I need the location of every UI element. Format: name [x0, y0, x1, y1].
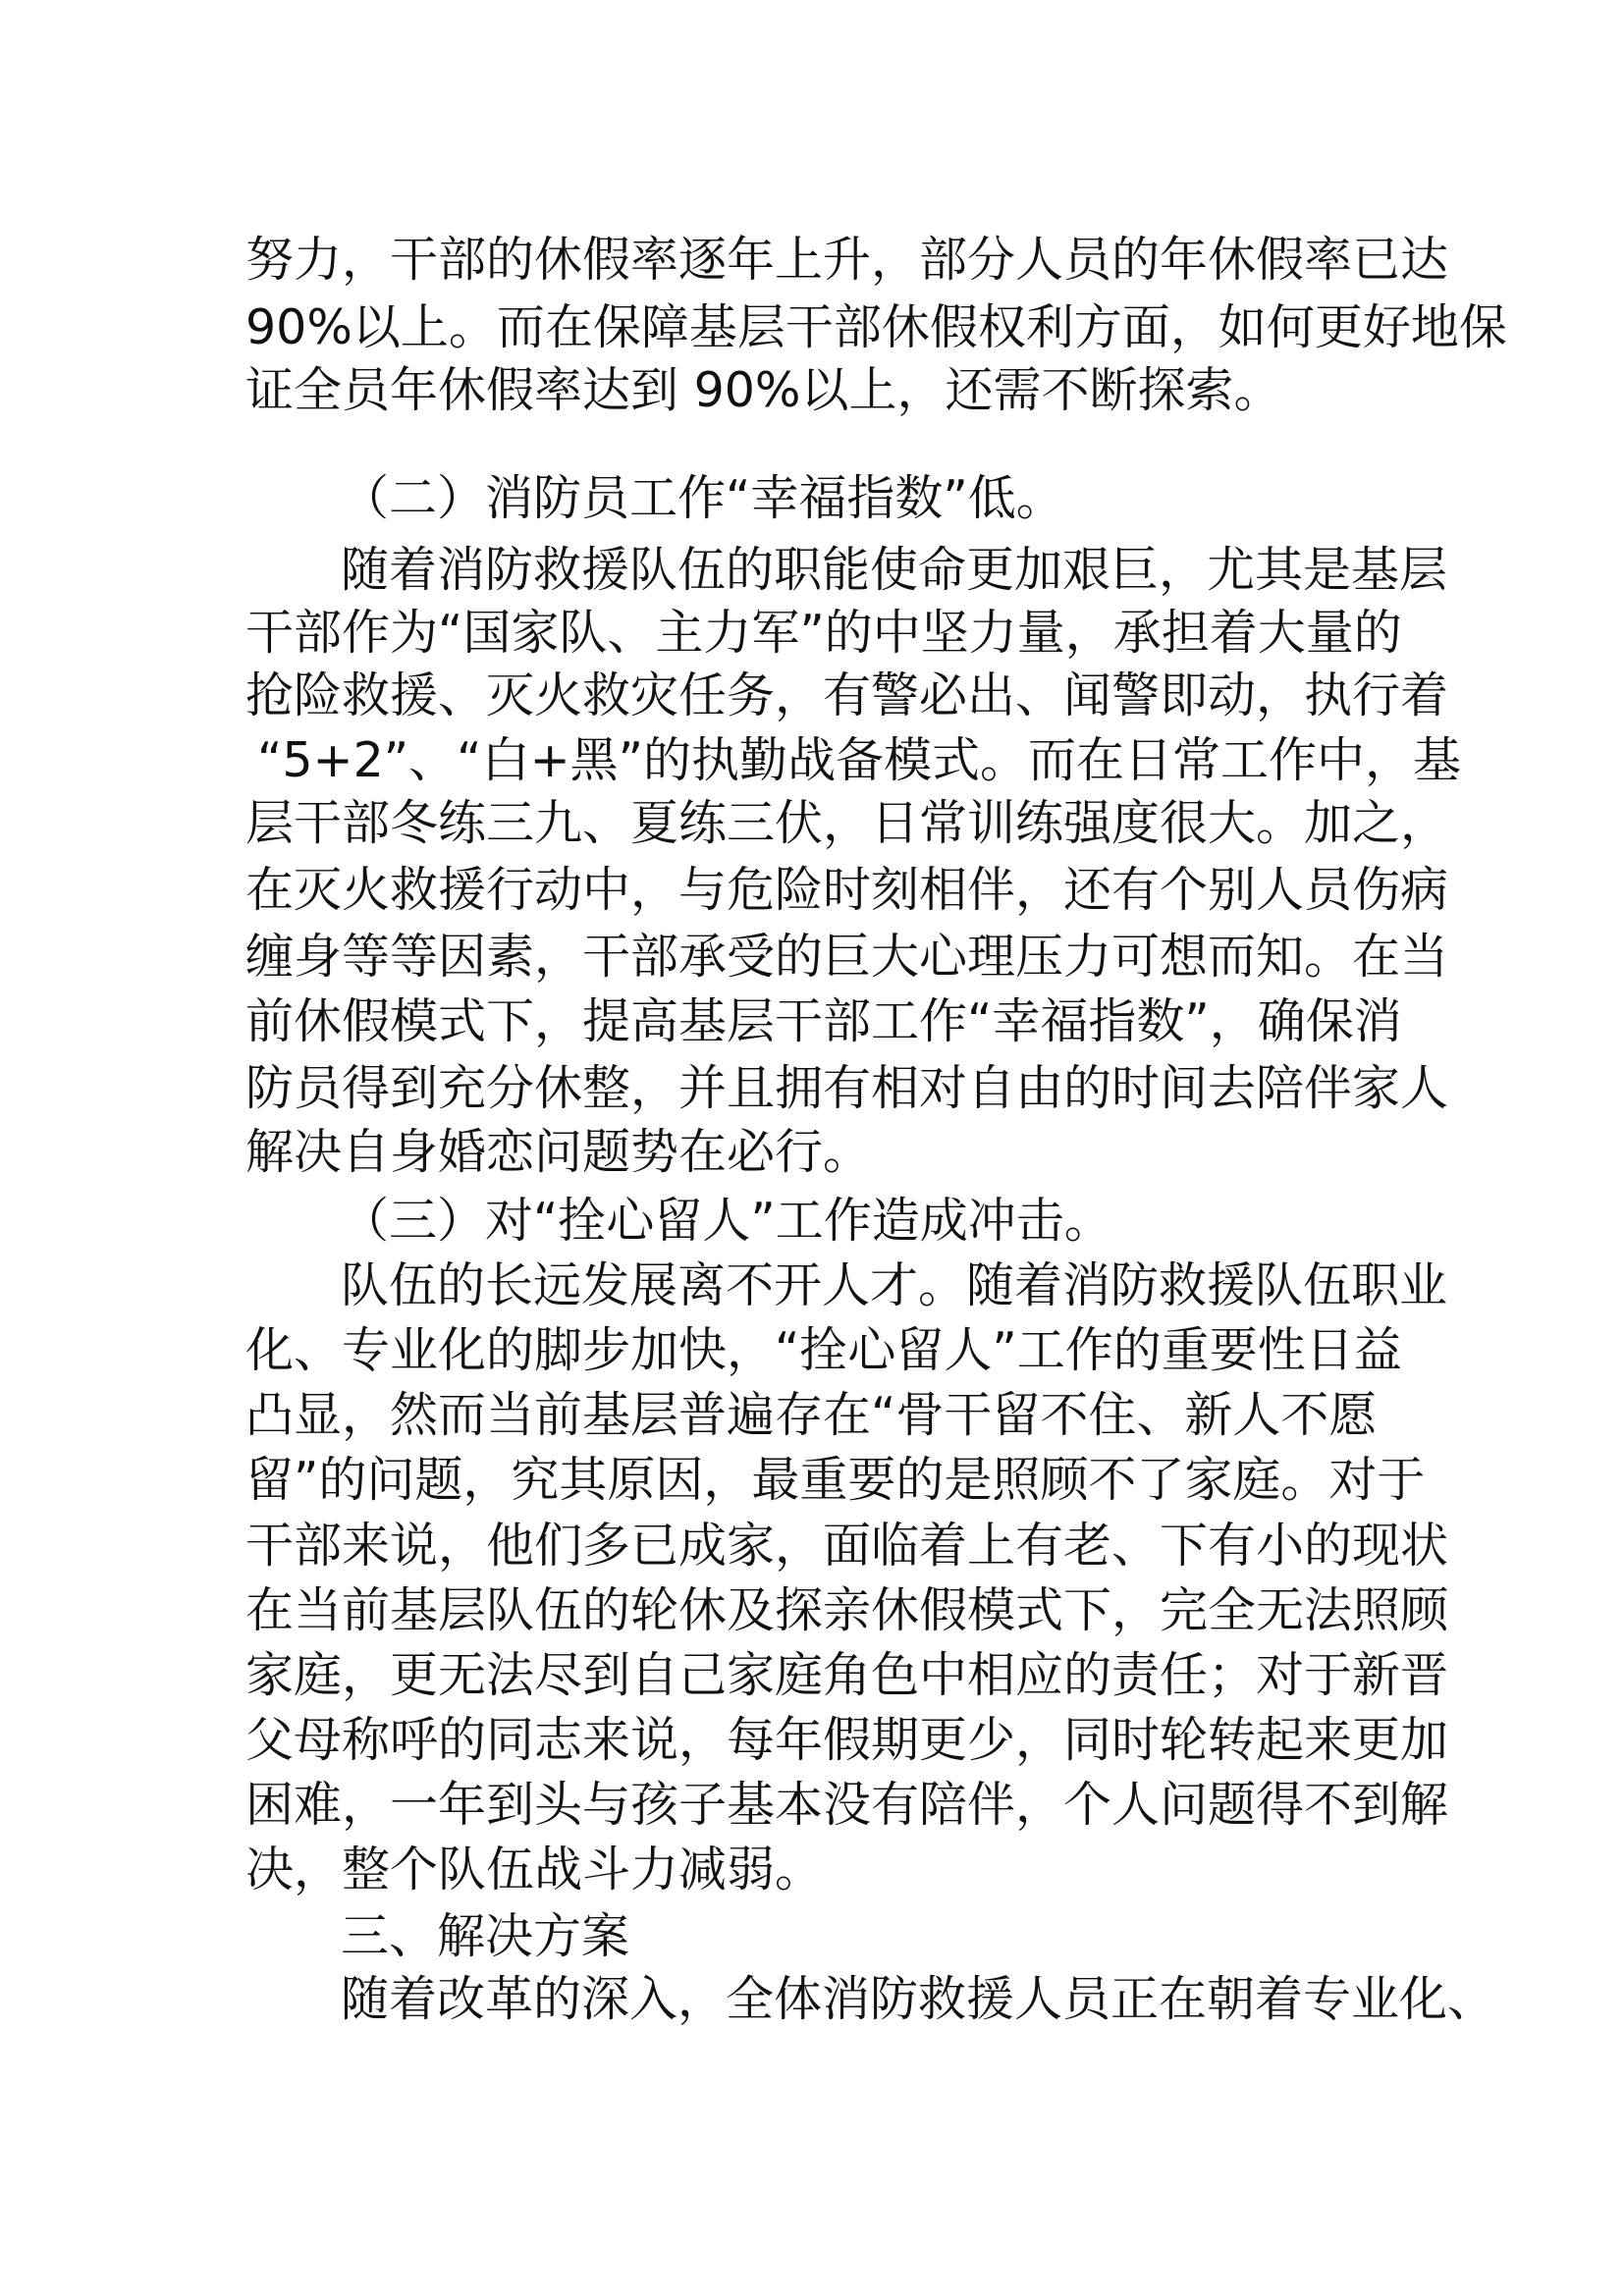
- paragraph-line: 前休假模式下，提高基层干部工作“幸福指数”，确保消: [245, 993, 1402, 1049]
- paragraph-line: 解决自身婚恋问题势在必行。: [245, 1124, 872, 1180]
- paragraph-line: 父母称呼的同志来说，每年假期更少，同时轮转起来更加: [245, 1712, 1449, 1768]
- paragraph-line: “5+2”、“白+黑”的执勤战备模式。而在日常工作中，基: [257, 732, 1462, 788]
- paragraph-line: 缠身等等因素，干部承受的巨大心理压力可想而知。在当: [245, 929, 1449, 985]
- section-heading: （三）对“拴心留人”工作造成冲击。: [341, 1193, 1112, 1249]
- paragraph-line: 干部作为“国家队、主力军”的中坚力量，承担着大量的: [245, 605, 1402, 661]
- paragraph-line: 干部来说，他们多已成家，面临着上有老、下有小的现状: [245, 1518, 1449, 1574]
- paragraph-line: 抢险救援、灭火救灾任务，有警必出、闻警即动，执行着: [245, 667, 1449, 723]
- section-heading: （二）消防员工作“幸福指数”低。: [341, 470, 1064, 526]
- paragraph-line: 决，整个队伍战斗力减弱。: [245, 1842, 824, 1897]
- paragraph-line: 在当前基层队伍的轮休及探亲休假模式下，完全无法照顾: [245, 1582, 1449, 1638]
- paragraph-line: 90%以上。而在保障基层干部休假权利方面，如何更好地保: [245, 299, 1507, 355]
- paragraph-line: 队伍的长远发展离不开人才。随着消防救援队伍职业: [341, 1257, 1448, 1313]
- paragraph-line: 在灭火救援行动中，与危险时刻相伴，还有个别人员伤病: [245, 862, 1449, 918]
- paragraph-line: 层干部冬练三九、夏练三伏，日常训练强度很大。加之，: [245, 795, 1449, 851]
- paragraph-line: 困难，一年到头与孩子基本没有陪伴，个人问题得不到解: [245, 1777, 1449, 1833]
- paragraph-line: 证全员年休假率达到 90%以上，还需不断探索。: [245, 362, 1282, 418]
- paragraph-line: 防员得到充分休整，并且拥有相对自由的时间去陪伴家人: [245, 1060, 1449, 1116]
- paragraph-line: 努力，干部的休假率逐年上升，部分人员的年休假率已达: [245, 232, 1449, 288]
- paragraph-line: 留”的问题，究其原因，最重要的是照顾不了家庭。对于: [245, 1452, 1426, 1508]
- paragraph-line: 随着消防救援队伍的职能使命更加艰巨，尤其是基层: [341, 542, 1448, 598]
- section-heading: 三、解决方案: [341, 1908, 630, 1964]
- paragraph-line: 化、专业化的脚步加快，“拴心留人”工作的重要性日益: [245, 1322, 1402, 1378]
- paragraph-line: 凸显，然而当前基层普遍存在“骨干留不住、新人不愿: [245, 1387, 1378, 1443]
- paragraph-line: 随着改革的深入，全体消防救援人员正在朝着专业化、: [341, 1971, 1496, 2027]
- paragraph-line: 家庭，更无法尽到自己家庭角色中相应的责任；对于新晋: [245, 1647, 1449, 1703]
